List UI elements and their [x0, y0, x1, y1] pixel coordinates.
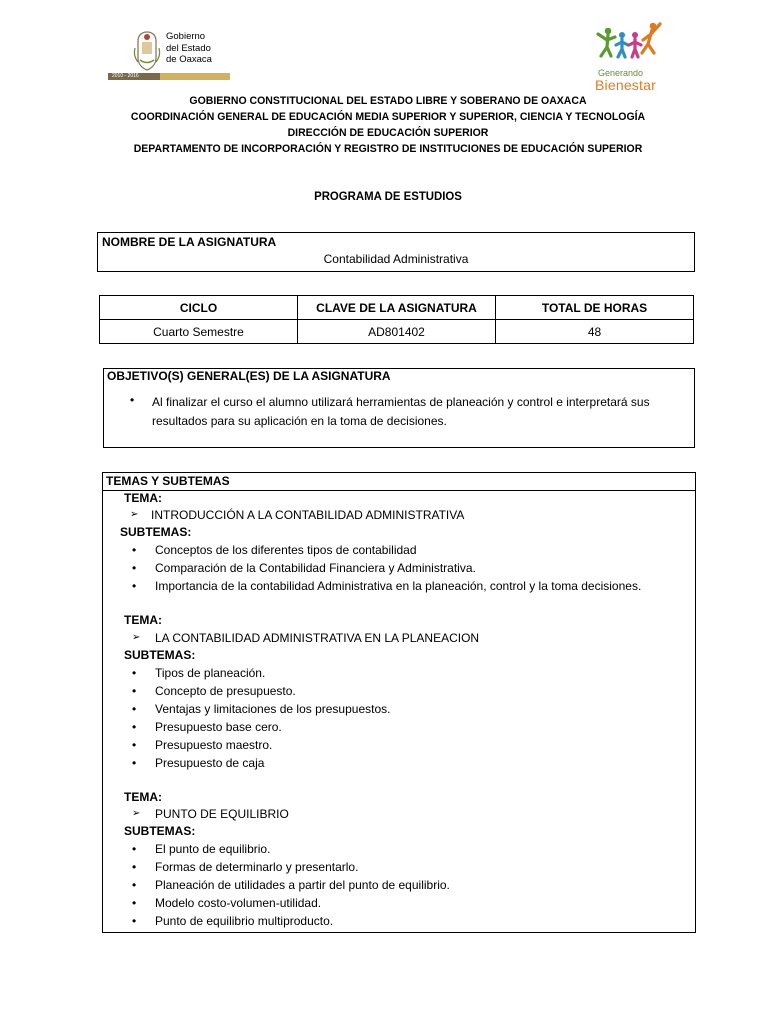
bullet-icon: • — [132, 842, 137, 856]
people-figures-icon — [590, 20, 668, 68]
gov-logo-text — [166, 31, 212, 66]
subtema-item: Modelo costo-volumen-utilidad. — [155, 896, 322, 910]
arrow-bullet-icon: ➢ — [132, 632, 141, 643]
bullet-icon: • — [132, 756, 137, 770]
subtemas-label: SUBTEMAS: — [120, 525, 192, 539]
subject-name-box — [97, 232, 695, 272]
cycle-table-header — [100, 296, 694, 320]
institution-heading — [83, 93, 693, 157]
subtema-item: Presupuesto base cero. — [155, 720, 282, 734]
bullet-icon: • — [132, 914, 137, 928]
heading-line: DIRECCIÓN DE EDUCACIÓN SUPERIOR — [287, 127, 489, 139]
subtema-item: Comparación de la Contabilidad Financiera y Administrativa. — [155, 561, 476, 575]
hours-value: 48 — [496, 320, 694, 344]
gov-logo-years: 2010 - 2016 — [112, 73, 139, 79]
heading-line: DEPARTAMENTO DE INCORPORACIÓN Y REGISTRO DE INSTITUCIONES DE EDUCACIÓN SUPERIOR — [133, 143, 643, 155]
wellbeing-logo-line1: Generando — [598, 68, 644, 78]
bullet-icon: • — [132, 666, 137, 680]
hours-header: TOTAL DE HORAS — [496, 296, 694, 320]
objective-text — [152, 393, 682, 430]
subtemas-label: SUBTEMAS: — [124, 648, 196, 662]
subtema-item: Conceptos de los diferentes tipos de contabilidad — [155, 543, 417, 557]
topics-header — [103, 473, 695, 491]
cycle-value: Cuarto Semestre — [100, 320, 298, 344]
subtema-item: Tipos de planeación. — [155, 666, 266, 680]
program-title: PROGRAMA DE ESTUDIOS — [314, 189, 462, 203]
gobierno-oaxaca-logo — [108, 28, 230, 82]
arrow-bullet-icon: ➢ — [132, 808, 141, 819]
tema-label: TEMA: — [124, 613, 162, 627]
subtema-item: Presupuesto maestro. — [155, 738, 273, 752]
heading-line: GOBIERNO CONSTITUCIONAL DEL ESTADO LIBRE Y SOBERANO DE OAXACA — [189, 95, 587, 107]
arrow-bullet-icon: ➢ — [130, 509, 139, 520]
bullet-icon: • — [132, 860, 137, 874]
bullet-icon: • — [130, 393, 135, 407]
tema-label: TEMA: — [124, 790, 162, 804]
gov-logo-line: Gobierno — [166, 31, 206, 42]
objective-line: Al finalizar el curso el alumno utilizará herramientas de planeación y control e interpretará sus — [152, 395, 650, 409]
subtema-item: Importancia de la contabilidad Administrativa en la planeación, control y la toma decisiones. — [155, 579, 642, 593]
objective-box — [103, 368, 695, 448]
tema-title: LA CONTABILIDAD ADMINISTRATIVA EN LA PLANEACION — [155, 631, 480, 645]
subtema-item: Formas de determinarlo y presentarlo. — [155, 860, 359, 874]
heading-line: COORDINACIÓN GENERAL DE EDUCACIÓN MEDIA SUPERIOR Y SUPERIOR, CIENCIA Y TECNOLOGÍA — [130, 111, 646, 123]
subject-name-label: NOMBRE DE LA ASIGNATURA — [102, 235, 277, 249]
generando-bienestar-logo — [590, 20, 668, 93]
subtemas-label: SUBTEMAS: — [124, 824, 196, 838]
tema-label: TEMA: — [124, 491, 162, 505]
subtema-item: Planeación de utilidades a partir del punto de equilibrio. — [155, 878, 450, 892]
cycle-table — [99, 295, 694, 344]
gov-logo-line: del Estado — [166, 42, 211, 54]
cycle-table-row — [100, 320, 694, 344]
gov-logo-line: de Oaxaca — [166, 54, 212, 65]
subtema-item: El punto de equilibrio. — [155, 842, 271, 856]
oaxaca-seal-icon — [132, 28, 162, 72]
bullet-icon: • — [132, 561, 137, 575]
bullet-icon: • — [132, 878, 137, 892]
tema-title: INTRODUCCIÓN A LA CONTABILIDAD ADMINISTRATIVA — [151, 508, 465, 522]
bullet-icon: • — [132, 702, 137, 716]
cycle-header: CICLO — [100, 296, 298, 320]
objective-line: resultados para su aplicación en la toma de decisiones. — [152, 413, 447, 428]
subtema-item: Concepto de presupuesto. — [155, 684, 296, 698]
wellbeing-logo-line2: Bienestar — [595, 77, 656, 93]
code-value: AD801402 — [298, 320, 496, 344]
objective-title: OBJETIVO(S) GENERAL(ES) DE LA ASIGNATURA — [107, 369, 391, 383]
subtema-item: Ventajas y limitaciones de los presupuestos. — [155, 702, 391, 716]
code-header: CLAVE DE LA ASIGNATURA — [298, 296, 496, 320]
bullet-icon: • — [132, 543, 137, 557]
tema-title: PUNTO DE EQUILIBRIO — [155, 807, 289, 821]
bullet-icon: • — [132, 579, 137, 593]
topics-box — [102, 472, 696, 933]
subject-name-value: Contabilidad Administrativa — [323, 252, 469, 266]
bullet-icon: • — [132, 738, 137, 752]
bullet-icon: • — [132, 684, 137, 698]
subtema-item: Punto de equilibrio multiproducto. — [155, 914, 334, 928]
subtema-item: Presupuesto de caja — [155, 756, 265, 770]
bullet-icon: • — [132, 896, 137, 910]
bullet-icon: • — [132, 720, 137, 734]
topics-title: TEMAS Y SUBTEMAS — [106, 474, 230, 488]
